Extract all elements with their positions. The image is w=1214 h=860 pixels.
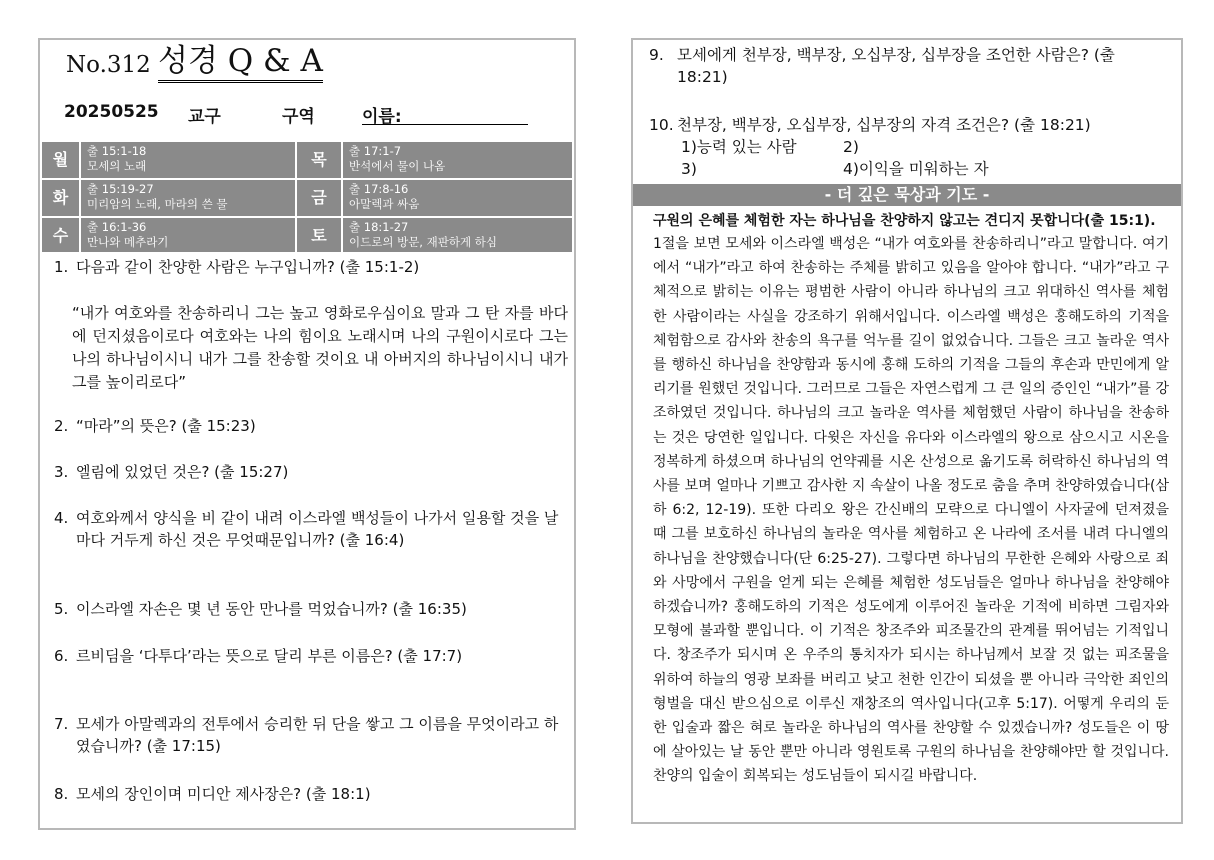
schedule-day: 토 (297, 218, 341, 252)
schedule-topic: 만나와 메추라기 (87, 235, 169, 249)
question-number: 8. (54, 785, 69, 803)
question-number: 10. (649, 116, 674, 134)
option-2: 2) (843, 138, 859, 156)
issue-date: 20250525 (64, 102, 159, 122)
schedule-ref: 출 18:1-27 (349, 220, 409, 234)
schedule-ref: 출 15:19-27 (87, 182, 154, 196)
reading-schedule (40, 140, 574, 254)
question-9 (649, 44, 1169, 88)
question-10 (649, 114, 1169, 136)
question-text: 모세가 아말렉과의 전투에서 승리한 뒤 단을 쌓고 그 이름을 무엇이라고 하였습니까? (출 17:15) (76, 715, 559, 755)
question-text: 엘림에 있었던 것은? (출 15:27) (76, 463, 289, 481)
schedule-entry (343, 142, 572, 178)
question-number: 5. (54, 600, 69, 618)
schedule-entry (81, 218, 295, 252)
schedule-ref: 출 17:8-16 (349, 182, 409, 196)
option-1: 1)능력 있는 사람 (681, 138, 797, 156)
schedule-day: 목 (297, 142, 341, 178)
schedule-day: 금 (297, 180, 341, 216)
question-number: 4. (54, 509, 69, 527)
quote-text: “내가 여호와를 찬송하리니 그는 높고 영화로우심이요 말과 그 탄 자를 바다에 던지셨음이로다 여호와는 나의 힘이요 노래시며 나의 구원이시로다 그는 나의 하나님이시니 내가 그를 찬송할 것이요 내 아버지의 하나님이시니 내가 그를 높이리로다” (72, 304, 568, 391)
left-page (38, 38, 576, 830)
page-title: 성경 Q & A (158, 42, 323, 83)
question-1 (54, 256, 570, 278)
question-text: 이스라엘 자손은 몇 년 동안 만나를 먹었습니까? (출 16:35) (76, 600, 467, 618)
option-3: 3) (681, 160, 697, 178)
schedule-entry (343, 218, 572, 252)
meditation-banner: - 더 깊은 묵상과 기도 - (633, 184, 1181, 206)
question-5 (54, 598, 570, 620)
schedule-entry (81, 180, 295, 216)
name-label: 이름: (362, 107, 402, 127)
question-4 (54, 507, 570, 551)
schedule-topic: 이드로의 방문, 재판하게 하심 (349, 235, 497, 249)
issue-number: No.312 (66, 52, 151, 78)
question-number: 9. (649, 46, 664, 64)
schedule-topic: 반석에서 물이 나옴 (349, 159, 446, 173)
question-number: 6. (54, 647, 69, 665)
q10-options (649, 136, 1169, 180)
question-number: 1. (54, 258, 69, 276)
schedule-day: 화 (42, 180, 79, 216)
schedule-ref: 출 16:1-36 (87, 220, 147, 234)
schedule-topic: 아말렉과 싸움 (349, 197, 420, 211)
schedule-topic: 모세의 노래 (87, 159, 147, 173)
question-number: 2. (54, 417, 69, 435)
name-blank[interactable] (362, 102, 528, 125)
right-page (631, 38, 1183, 824)
schedule-day: 월 (42, 142, 79, 178)
question-8 (54, 783, 570, 805)
meditation-body: 1절을 보면 모세와 이스라엘 백성은 “내가 여호와를 찬송하리니”라고 말합니다. 여기에서 “내가”라고 하여 찬송하는 주체를 밝히고 있음을 알아야 합니다. “내가”라고 구체적으로 밝히는 이유는 평범한 사람이 아니라 하나님의 크고 위대하신 역사를 체험한 사람이라는 사실을 강조하기 위해서입니다. 이스라엘 백성은 홍해도하의 기적을 체험함으로 감사와 찬송의 욕구를 억누를 길이 없었습니다. 그들은 크고 놀라운 역사를 행하신 하나님을 찬양함과 동시에 홍해 도하의 기적을 그들의 후손과 만민에게 알리기를 원했던 것입니다. 그러므로 그들은 자연스럽게 그 큰 일의 증인인 “내가”를 강조하였던 것입니다. 하나님의 크고 놀라운 역사를 체험했던 사람이 하나님을 찬송하는 것은 당연한 일입니다. 다윗은 자신을 유다와 이스라엘의 왕으로 삼으시고 시온을 정복하게 하셨으며 하나님의 언약궤를 시온 산성으로 옮기도록 허락하신 하나님의 역사를 보며 얼마나 기쁘고 감사한 지 속살이 나올 정도로 춤을 추며 찬양하였습니다(삼하 6:2, 12-19). 또한 다리오 왕은 간신배의 모략으로 다니엘이 사자굴에 던져졌을 때 그를 보호하신 하나님의 놀라운 역사를 체험하고 온 나라에 조서를 내려 다니엘의 하나님을 찬양했습니다(단 6:25-27). 그렇다면 하나님의 무한한 은혜와 사랑으로 죄와 사망에서 구원을 얻게 되는 은혜를 체험한 성도님들은 얼마나 하나님을 찬양해야 하겠습니까? 홍해도하의 기적은 성도에게 이루어진 놀라운 기적에 비하면 그림자와 모형에 불과할 뿐입니다. 이 기적은 창조주와 피조물간의 관계를 뛰어넘는 기적입니다. 창조주가 되시며 온 우주의 통치자가 되시는 하나님께서 보잘 것 없는 피조물을 위하여 하늘의 영광 보좌를 버리고 낮고 천한 인간이 되셨을 뿐 아니라 극악한 죄인의 형벌을 대신 받으심으로 이루신 재창조의 역사입니다(고후 5:17). 어떻게 우리의 둔한 입술과 짧은 혀로 놀라운 하나님의 역사를 찬양할 수 있겠습니까? 성도들은 이 땅에 살아있는 날 동안 뿐만 아니라 영원토록 구원의 하나님을 찬양해야만 할 것입니다. 찬양의 입술이 회복되는 성도님들이 되시길 바랍니다. (653, 236, 1169, 785)
district-label: 교구 (188, 107, 221, 127)
question-number: 3. (54, 463, 69, 481)
schedule-entry (343, 180, 572, 216)
schedule-ref: 출 15:1-18 (87, 144, 147, 158)
question-text: “마라”의 뜻은? (출 15:23) (76, 417, 256, 435)
question-text: 천부장, 백부장, 오십부장, 십부장의 자격 조건은? (출 18:21) (677, 116, 1091, 134)
schedule-entry (81, 142, 295, 178)
question-text: 르비딤을 ‘다투다’라는 뜻으로 달리 부른 이름은? (출 17:7) (76, 647, 463, 665)
question-3 (54, 461, 570, 483)
schedule-day: 수 (42, 218, 79, 252)
meditation-heading: 구원의 은혜를 체험한 자는 하나님을 찬양하지 않고는 견디지 못합니다(출 15:1). (653, 213, 1156, 229)
schedule-topic: 미리암의 노래, 마라의 쓴 물 (87, 197, 228, 211)
question-text: 여호와께서 양식을 비 같이 내려 이스라엘 백성들이 나가서 일용할 것을 날마다 거두게 하신 것은 무엇때문입니까? (출 16:4) (76, 509, 559, 549)
question-7 (54, 713, 570, 757)
option-4: 4)이익을 미워하는 자 (843, 160, 989, 178)
question-2 (54, 415, 570, 437)
question-text: 모세의 장인이며 미디안 제사장은? (출 18:1) (76, 785, 371, 803)
schedule-ref: 출 17:1-7 (349, 144, 402, 158)
question-text: 모세에게 천부장, 백부장, 오십부장, 십부장을 조언한 사람은? (출 18:21) (677, 46, 1115, 86)
question-text: 다음과 같이 찬양한 사람은 누구입니까? (출 15:1-2) (76, 258, 420, 276)
question-6 (54, 645, 570, 667)
zone-label: 구역 (282, 107, 315, 127)
question-number: 7. (54, 715, 69, 733)
